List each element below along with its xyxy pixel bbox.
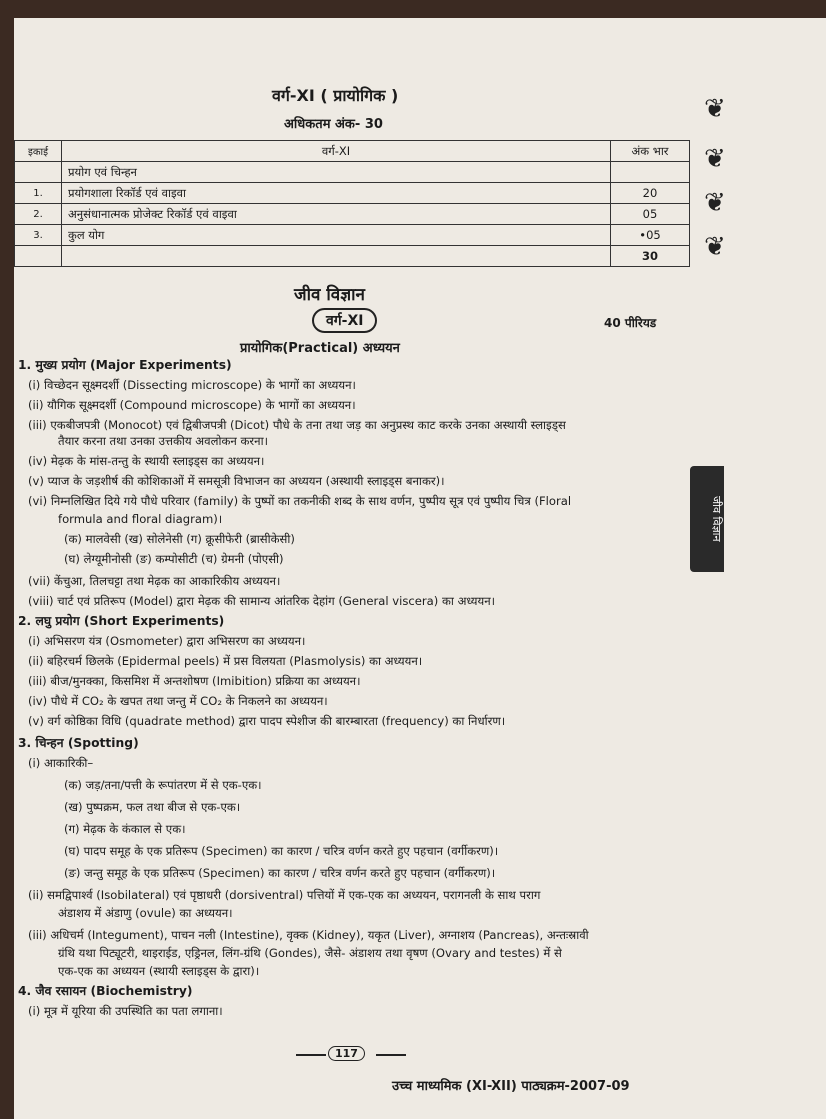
list-item: (v) प्याज के जड़शीर्ष की कोशिकाओं में समसूत्री विभाजन का अध्ययन (अस्थायी स्लाइड्स बनाकर)। [28,474,445,488]
class-badge: वर्ग-XI [312,308,377,333]
table-cell: •05 [611,225,690,246]
table-row [15,225,690,246]
table-header-cell: वर्ग-XI [62,141,611,162]
list-item: एक-एक का अध्ययन (स्थायी स्लाइड्स के द्वारा)। [58,964,260,978]
list-item: formula and floral diagram)। [58,512,223,526]
table-cell: अनुसंधानात्मक प्रोजेक्ट रिकॉर्ड एवं वाइवा [62,204,611,225]
list-item: (v) वर्ग कोष्ठिका विधि (quadrate method) द्वारा पादप स्पेशीज की बारम्बारता (frequency) का निर्धारण। [28,714,506,728]
side-tab: जीव विज्ञान [690,466,724,572]
table-total-row [15,246,690,267]
table-cell [15,246,62,267]
page-number: 117 [328,1046,365,1061]
table-cell: प्रयोगशाला रिकॉर्ड एवं वाइवा [62,183,611,204]
list-item: अंडाशय में अंडाणु (ovule) का अध्ययन। [58,906,233,920]
subject-title: जीव विज्ञान [294,285,365,305]
section-heading: 3. चिन्हन (Spotting) [18,736,139,750]
max-marks: अधिकतम अंक- 30 [284,117,383,132]
list-item: (ii) यौगिक सूक्ष्मदर्शी (Compound microscope) के भागों का अध्ययन। [28,398,356,412]
leaf-icon: ❦ [704,144,726,174]
footer-text: उच्च माध्यमिक (XI-XII) पाठ्यक्रम-2007-09 [392,1079,630,1094]
list-item: (ii) समद्विपार्श्व (Isobilateral) एवं पृष्ठाधरी (dorsiventral) पत्तियों में एक-एक का अध्ययन, परागनली के साथ पराग [28,888,541,902]
list-item: (घ) पादप समूह के एक प्रतिरूप (Specimen) का कारण / चरित्र वर्णन करते हुए पहचान (वर्गीकरण)। [64,844,499,858]
list-item: (vii) केंचुआ, तिलचट्टा तथा मेढ़क का आकारिकीय अध्ययन। [28,574,281,588]
leaf-icon: ❦ [704,232,726,262]
leaf-icon: ❦ [704,94,726,124]
list-item: (vi) निम्नलिखित दिये गये पौधे परिवार (family) के पुष्पों का तकनीकी शब्द के साथ वर्णन, पुष्पीय सूत्र एवं पुष्पीय चित्र (Floral [28,494,572,508]
table-row [15,162,690,183]
list-item: (घ) लेग्यूमीनोसी (ङ) कम्पोसीटी (च) ग्रेमनी (पोएसी) [64,552,284,566]
table-cell: प्रयोग एवं चिन्हन [62,162,611,183]
table-header-cell: अंक भार [611,141,690,162]
list-item: (iv) पौधे में CO₂ के खपत तथा जन्तु में CO₂ के निकलने का अध्ययन। [28,694,328,708]
table-cell: 1. [15,183,62,204]
list-item: (i) अभिसरण यंत्र (Osmometer) द्वारा अभिसरण का अध्ययन। [28,634,306,648]
list-item: (iii) एकबीजपत्री (Monocot) एवं द्विबीजपत्री (Dicot) पौधे के तना तथा जड़ का अनुप्रस्थ काट करके उनका अस्थायी स्लाइड्स [28,418,566,432]
total-marks: 30 [611,246,690,267]
list-item: (i) मूत्र में यूरिया की उपस्थिति का पता लगाना। [28,1004,223,1018]
list-item: (ग) मेढ़क के कंकाल से एक। [64,822,186,836]
table-header-cell: इकाई [15,141,62,162]
table-cell [62,246,611,267]
section-heading: 2. लघु प्रयोग (Short Experiments) [18,614,225,628]
section-heading: 4. जैव रसायन (Biochemistry) [18,984,193,998]
table-row [15,204,690,225]
leaf-icon: ❦ [704,188,726,218]
list-item: तैयार करना तथा उनका उत्तकीय अवलोकन करना। [58,434,268,448]
list-item: (iv) मेढ़क के मांस-तन्तु के स्थायी स्लाइड्स का अध्ययन। [28,454,265,468]
list-item: (i) आकारिकी– [28,756,94,770]
list-item: (क) जड़/तना/पत्ती के रूपांतरण में से एक-एक। [64,778,262,792]
list-item: (iii) बीज/मुनक्का, किसमिश में अन्तशोषण (Imibition) प्रक्रिया का अध्ययन। [28,674,361,688]
section-heading: 1. मुख्य प्रयोग (Major Experiments) [18,358,232,372]
document-page [14,18,826,1119]
table-cell [611,162,690,183]
list-item: (viii) चार्ट एवं प्रतिरूप (Model) द्वारा मेढ़क की सामान्य आंतरिक देहांग (General viscera) का अध्ययन। [28,594,496,608]
table-cell: 05 [611,204,690,225]
page-title: वर्ग-XI ( प्रायोगिक ) [272,86,399,105]
practical-heading: प्रायोगिक(Practical) अध्ययन [240,341,400,356]
divider [296,1054,326,1056]
table-cell: 3. [15,225,62,246]
list-item: (ii) बहिरचर्म छिलके (Epidermal peels) में प्रस विलयता (Plasmolysis) का अध्ययन। [28,654,423,668]
table-cell [15,162,62,183]
table-cell: 2. [15,204,62,225]
period-count: 40 पीरियड [604,316,657,330]
list-item: (iii) अधिचर्म (Integument), पाचन नली (Intestine), वृक्क (Kidney), यकृत (Liver), अग्नाशय (Pancreas), अन्तःस्रावी [28,928,589,942]
list-item: (ङ) जन्तु समूह के एक प्रतिरूप (Specimen) का कारण / चरित्र वर्णन करते हुए पहचान (वर्गीकरण)। [64,866,496,880]
table-cell: कुल योग [62,225,611,246]
divider [376,1054,406,1056]
table-cell: 20 [611,183,690,204]
list-item: (क) मालवेसी (ख) सोलेनेसी (ग) क्रूसीफेरी (ब्रासीकेसी) [64,532,295,546]
table-header-row [15,141,690,162]
list-item: (i) विच्छेदन सूक्ष्मदर्शी (Dissecting microscope) के भागों का अध्ययन। [28,378,356,392]
table-row [15,183,690,204]
list-item: (ख) पुष्पक्रम, फल तथा बीज से एक-एक। [64,800,241,814]
list-item: ग्रंथि यथा पिट्यूटरी, थाइराईड, एड्रिनल, लिंग-ग्रंथि (Gondes), जैसे- अंडाशय तथा वृषण (Ovary and testes) में से [58,946,562,960]
marks-table [14,140,690,267]
